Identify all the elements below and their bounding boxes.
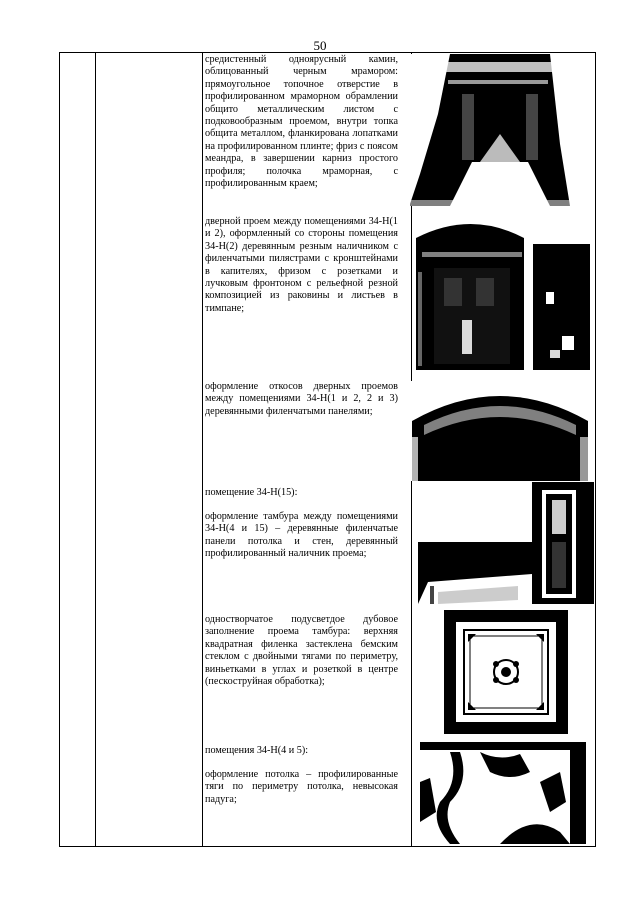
section-heading-room-15: помещение 34-Н(15): bbox=[205, 487, 298, 498]
description-doorway: дверной проем между помещениями 34-Н(1 и 2), оформленный со стороны помещения 34-Н(2) деревянным резным наличником с филенчатыми пилястрами с кронштейнами в капителях, фризом с розетками и лучковым фронтоном с рельефной резной композицией из раковины и листьев в тимпане; bbox=[205, 216, 398, 314]
vestibule-door-photo bbox=[532, 482, 594, 604]
etched-glass-photo bbox=[444, 610, 568, 734]
description-door-reveals: оформление откосов дверных проемов между помещениями 34-Н(1 и 2, 2 и 3) деревянными филенчатыми панелями; bbox=[205, 381, 398, 417]
column-rule bbox=[95, 53, 96, 846]
column-rule bbox=[59, 53, 60, 846]
section-heading-rooms-4-5: помещения 34-Н(4 и 5): bbox=[205, 745, 309, 756]
column-rule bbox=[595, 53, 596, 846]
description-glass-door: одностворчатое подусветдое дубовое заполнение проема тамбура: верхняя квадратная филенка застеклена бемским стеклом с двойными тягами по периметру, виньетками в углах и розеткой в центре (пескоструйная обработка); bbox=[205, 614, 398, 688]
doorway-photo bbox=[416, 216, 526, 370]
description-vestibule: оформление тамбура между помещениями 34-Н(4 и 15) – деревянные филенчатые панели потолка и стен, деревянный профилированный наличник проема; bbox=[205, 511, 398, 560]
description-ceiling: оформление потолка – профилированные тяги по периметру потолка, невысокая падуга; bbox=[205, 769, 398, 805]
page-number: 50 bbox=[313, 38, 327, 53]
description-fireplace: средистенный одноярусный камин, облицованный черным мрамором: прямоугольное топочное отверстие в профилированном мраморном обрамлении общито металлическим листом с подковообразным проемом, внутри топка общита металлом, фланкирована лопатками на профилированном плинте; фриз с поясом меандра, в завершении карниз простого профиля; полочка мраморная, с профилированным краем; bbox=[205, 54, 398, 190]
doorway-side-photo bbox=[528, 244, 590, 370]
column-rule bbox=[202, 53, 203, 846]
fireplace-photo bbox=[410, 54, 590, 206]
vestibule-ceiling-photo bbox=[418, 542, 532, 604]
ceiling-cornice-photo bbox=[420, 742, 586, 844]
door-reveal-photo bbox=[408, 381, 592, 481]
